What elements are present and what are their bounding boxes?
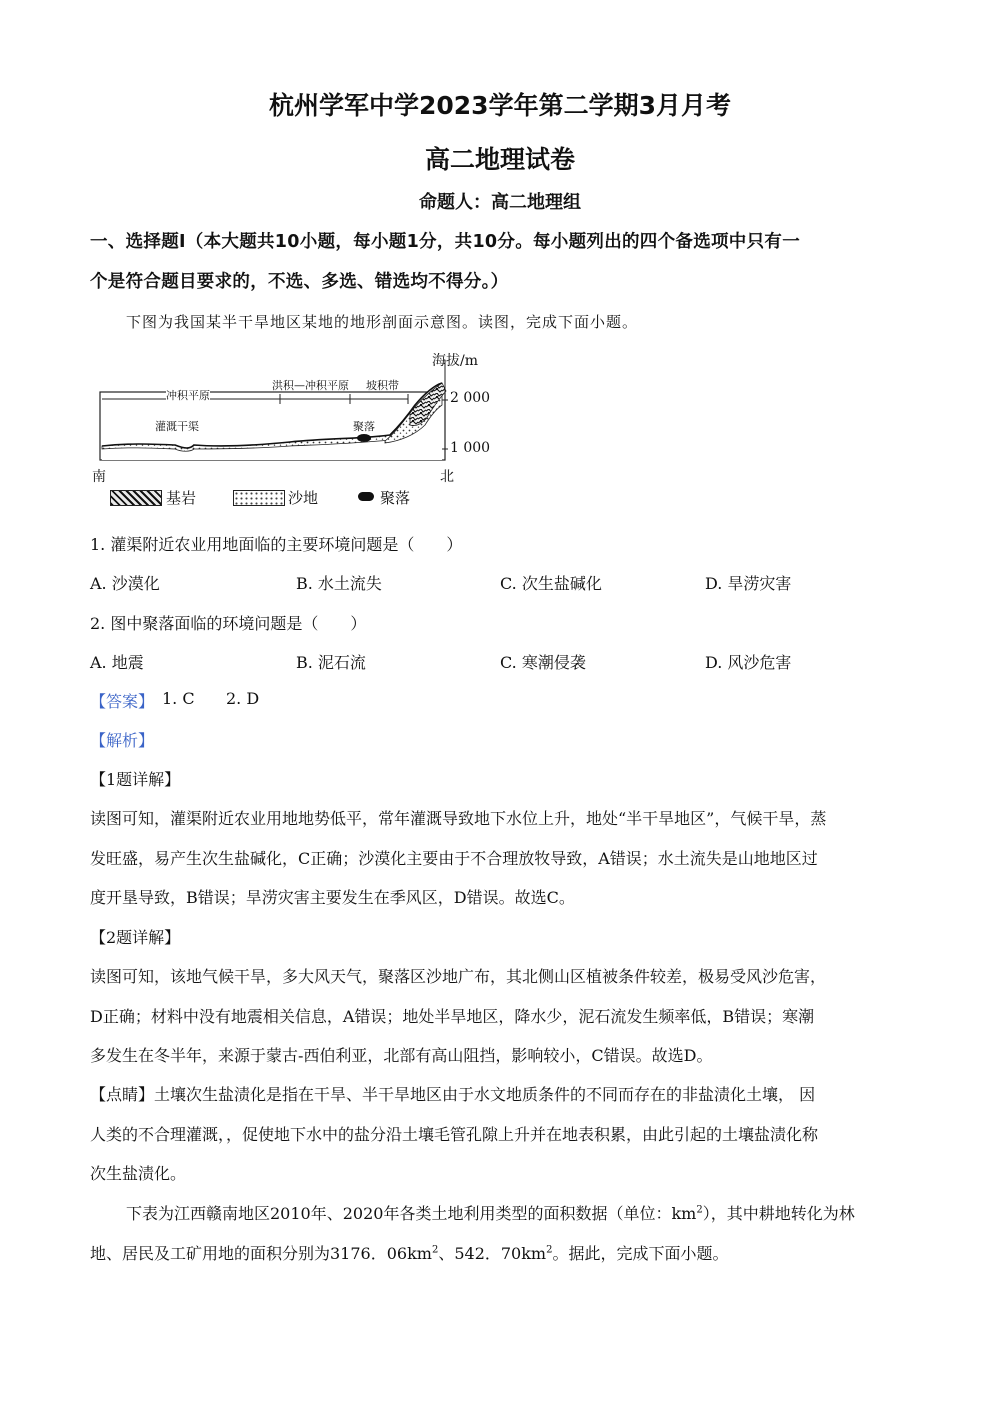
detail-2-line3: 多发生在冬半年，来源于蒙古-西伯利亚，北部有高山阻挡，影响较小，C错误。故选D。 — [90, 1046, 713, 1065]
answer-1: 1. C — [162, 689, 195, 708]
question-2-option-c: C. 寒潮侵袭 — [500, 653, 586, 672]
table-intro-line1: 下表为江西赣南地区2010年、2020年各类土地利用类型的面积数据（单位：$km^2$），其中耕地转化为林 — [126, 1204, 855, 1223]
analysis-label: 【解析】 — [90, 731, 155, 750]
legend-sand-label: 沙地 — [288, 489, 319, 507]
tip-label: 【点睛】 — [90, 1085, 155, 1104]
tip-line2: 人类的不合理灌溉，，促使地下水中的盐分沿土壤毛管孔隙上升并在地表积累，由此引起的土壤盐渍化称 — [90, 1125, 819, 1144]
question-2-option-a: A. 地震 — [90, 653, 144, 672]
question-2-option-d: D. 风沙危害 — [705, 653, 792, 672]
legend-bedrock-swatch — [110, 490, 162, 506]
exam-title: 杭州学军中学2023学年第二学期3月月考 — [269, 91, 731, 120]
detail-2-line1: 读图可知，该地气候干旱，多大风天气，聚落区沙地广布，其北侧山区植被条件较差，极易受风沙危害， — [90, 967, 827, 986]
answer-2: 2. D — [226, 689, 260, 708]
question-2-stem: 2. 图中聚落面临的环境问题是（ ） — [90, 614, 367, 633]
exam-subtitle: 高二地理试卷 — [424, 145, 575, 174]
zone-label-slope: 坡积带 — [366, 379, 399, 392]
legend-settlement-label: 聚落 — [380, 489, 411, 507]
zone-label-diluvial: 洪积—冲积平原 — [272, 379, 349, 392]
figure-intro: 下图为我国某半干旱地区某地的地形剖面示意图。读图，完成下面小题。 — [126, 313, 639, 331]
y-axis-label: 海拔/m — [432, 353, 478, 369]
legend-sand-swatch — [233, 490, 285, 506]
question-2-option-b: B. 泥石流 — [296, 653, 366, 672]
detail-1-line2: 发旺盛，易产生次生盐碱化，C正确；沙漠化主要由于不合理放牧导致，A错误；水土流失是山地地区过 — [90, 849, 818, 868]
question-1-option-b: B. 水土流失 — [296, 574, 382, 593]
detail-2-label: 【2题详解】 — [90, 928, 181, 947]
section-heading-line1: 一、选择题Ⅰ（本大题共10小题，每小题1分，共10分。每小题列出的四个备选项中只有一 — [90, 232, 800, 252]
detail-2-line2: D正确；材料中没有地震相关信息，A错误；地处半旱地区，降水少，泥石流发生频率低，B错误；寒潮 — [90, 1007, 815, 1026]
settlement-label: 聚落 — [353, 420, 375, 433]
north-label: 北 — [440, 469, 454, 485]
section-heading-line2: 个是符合题目要求的，不选、多选、错选均不得分。） — [90, 272, 509, 292]
tick-2000: 2 000 — [450, 390, 491, 406]
exam-author: 命题人：高二地理组 — [419, 192, 581, 213]
tip-line3: 次生盐渍化。 — [90, 1164, 187, 1183]
question-1-option-c: C. 次生盐碱化 — [500, 574, 602, 593]
settlement-marker — [357, 434, 371, 442]
table-intro-line2: 地、居民及工矿用地的面积分别为3176．$06km^2$、542．$70km^2$。据此，完成下面小题。 — [90, 1244, 729, 1263]
legend-settlement-swatch — [358, 492, 374, 501]
detail-1-label: 【1题详解】 — [90, 770, 181, 789]
zone-label-alluvial: 冲积平原 — [166, 389, 210, 402]
detail-1-line1: 读图可知，灌渠附近农业用地地势低平，常年灌溉导致地下水位上升，地处“半干旱地区”，气候干旱，蒸 — [90, 809, 827, 828]
tip-block — [90, 1082, 815, 1105]
legend-bedrock-label: 基岩 — [166, 489, 197, 507]
question-1-stem: 1. 灌渠附近农业用地面临的主要环境问题是（ ） — [90, 535, 463, 554]
question-1-option-a: A. 沙漠化 — [90, 574, 160, 593]
detail-1-line3: 度开垦导致，B错误；旱涝灾害主要发生在季风区，D错误。故选C。 — [90, 888, 575, 907]
canal-label: 灌溉干渠 — [155, 420, 199, 433]
answer-label: 【答案】 — [90, 692, 155, 711]
tick-1000: 1 000 — [450, 440, 491, 456]
south-label: 南 — [92, 469, 106, 485]
tip-line1: 土壤次生盐渍化是指在干旱、半干旱地区由于水文地质条件的不同而存在的非盐渍化土壤， 因 — [154, 1085, 816, 1104]
question-1-option-d: D. 旱涝灾害 — [705, 574, 792, 593]
